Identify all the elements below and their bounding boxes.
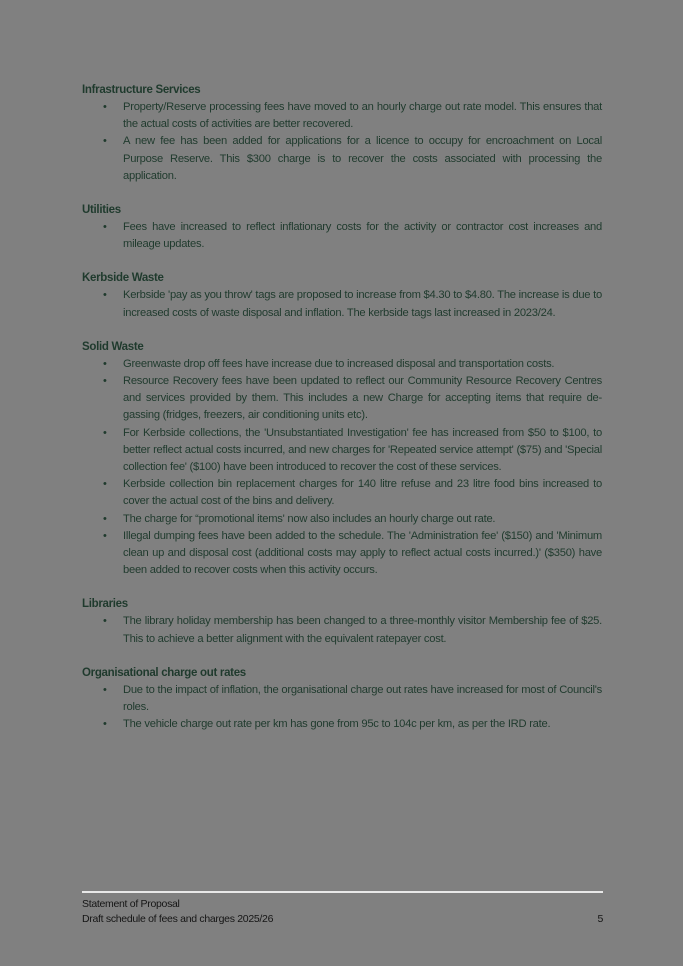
list-item-text: Due to the impact of inflation, the organisational charge out rates have increased for most of Council's roles.	[123, 683, 602, 714]
list-item	[82, 511, 602, 528]
list-item	[82, 682, 602, 716]
bullet-list	[82, 99, 602, 185]
list-item	[82, 219, 602, 253]
list-item	[82, 476, 602, 510]
section-organisational-charge-out-rates	[82, 665, 602, 734]
list-item	[82, 528, 602, 580]
list-item	[82, 99, 602, 133]
list-item	[82, 613, 602, 647]
bullet-icon: •	[103, 357, 107, 370]
page-footer	[82, 891, 603, 927]
list-item	[82, 373, 602, 425]
bullet-list	[82, 356, 602, 580]
list-item-text: Kerbside collection bin replacement charges for 140 litre refuse and 23 litre food bins increased to cover the actual cost of the bins and delivery.	[123, 478, 602, 508]
list-item-text: Illegal dumping fees have been added to the schedule. The 'Administration fee' ($150) and 'Minimum clean up and disposal cost (additional costs may apply to reflect actual costs incurred.)' ($350) have been added to recover costs when this activity occurs.	[123, 529, 602, 577]
bullet-list	[82, 682, 602, 734]
section-heading: Infrastructure Services	[82, 84, 201, 96]
document-page	[82, 82, 602, 750]
section-heading: Libraries	[82, 598, 128, 611]
list-item	[82, 287, 602, 321]
list-item	[82, 133, 602, 185]
bullet-icon: •	[103, 221, 107, 234]
footer-document-subtitle: Draft schedule of fees and charges 2025/26	[82, 913, 274, 925]
page-number: 5	[597, 913, 603, 925]
bullet-icon: •	[103, 426, 107, 439]
list-item-text: Fees have increased to reflect inflationary costs for the activity or contractor cost increases and mileage updates.	[123, 221, 602, 251]
section-heading: Organisational charge out rates	[82, 666, 246, 679]
bullet-icon: •	[103, 375, 107, 388]
list-item-text: Kerbside 'pay as you throw' tags are proposed to increase from $4.30 to $4.80. The increase is due to increased costs of waste disposal and inflation. The kerbside tags last increased in 2023/24.	[123, 289, 602, 319]
bullet-icon: •	[103, 478, 107, 491]
bullet-icon: •	[103, 289, 107, 302]
list-item-text: Property/Reserve processing fees have moved to an hourly charge out rate model. This ensures that the actual costs of activities are better recovered.	[123, 101, 602, 131]
list-item-text: The vehicle charge out rate per km has gone from 95c to 104c per km, as per the IRD rate.	[123, 718, 551, 731]
section-heading: Kerbside Waste	[82, 272, 164, 285]
list-item-text: Greenwaste drop off fees have increase due to increased disposal and transportation costs.	[123, 357, 555, 370]
list-item-text: Resource Recovery fees have been updated to reflect our Community Resource Recovery Centres and services provided by them. This includes a new Charge for accepting items that require de-gassing (fridges, freezers, air conditioning units etc).	[123, 375, 602, 422]
list-item-text: A new fee has been added for applications for a licence to occupy for encroachment on Local Purpose Reserve. This $300 charge is to recover the costs associated with processing the application.	[123, 135, 602, 182]
section-heading: Solid Waste	[82, 340, 144, 353]
list-item-text: For Kerbside collections, the 'Unsubstantiated Investigation' fee has increased from $50 to $100, to better reflect actual costs incurred, and new charges for 'Repeated service attempt' ($75) and 'Special collection fee' ($100) have been introduced to recover the cost of these services.	[123, 426, 602, 474]
section-solid-waste	[82, 339, 602, 580]
section-heading: Utilities	[82, 204, 121, 217]
section-utilities	[82, 202, 602, 253]
section-infrastructure-services	[82, 82, 602, 185]
list-item	[82, 425, 602, 477]
footer-divider	[82, 891, 603, 893]
bullet-icon: •	[103, 101, 107, 113]
list-item-text: The library holiday membership has been changed to a three-monthly visitor Membership fee of $25. This to achieve a better alignment with the equivalent ratepayer cost.	[123, 615, 602, 645]
list-item	[82, 356, 602, 373]
bullet-list	[82, 287, 602, 321]
list-item-text: The charge for “promotional items' now also includes an hourly charge out rate.	[123, 512, 496, 525]
footer-document-title: Statement of Proposal	[82, 898, 180, 910]
bullet-icon: •	[103, 683, 107, 696]
bullet-icon: •	[103, 512, 107, 525]
list-item	[82, 716, 602, 733]
bullet-list	[82, 219, 602, 253]
section-libraries	[82, 596, 602, 647]
bullet-icon: •	[103, 718, 107, 731]
section-kerbside-waste	[82, 270, 602, 321]
bullet-icon: •	[103, 615, 107, 628]
bullet-icon: •	[103, 135, 107, 148]
bullet-icon: •	[103, 529, 107, 542]
bullet-list	[82, 613, 602, 647]
